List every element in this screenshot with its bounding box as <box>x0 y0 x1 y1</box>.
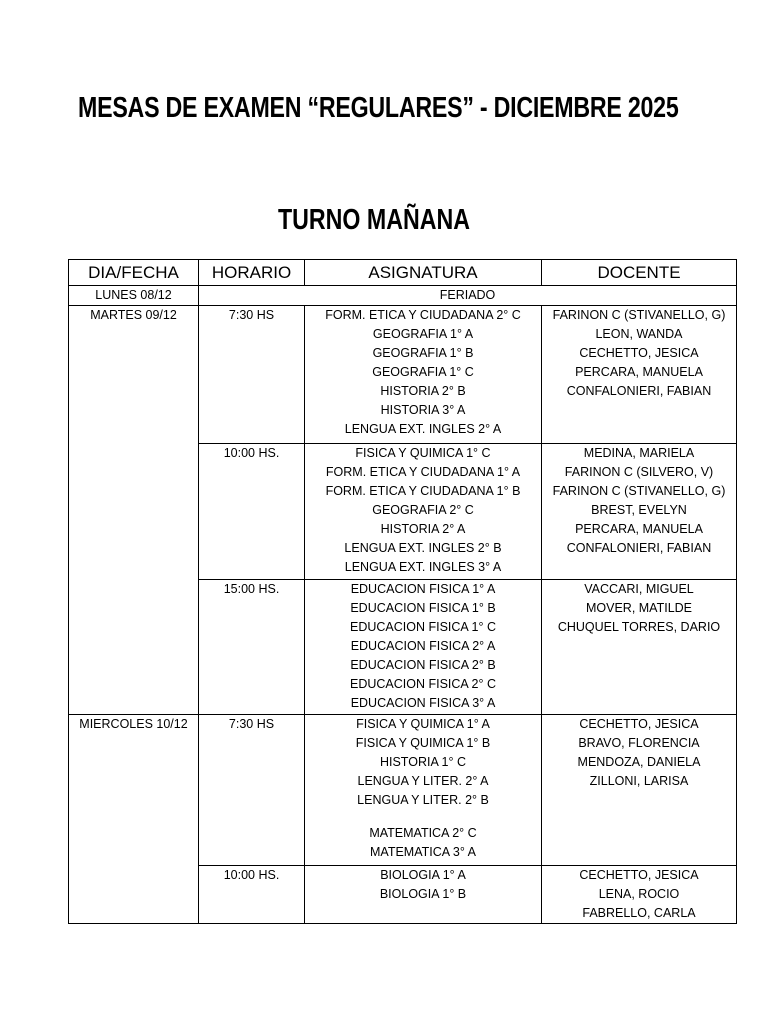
teacher-line: CECHETTO, JESICA <box>579 717 699 731</box>
header-time: HORARIO <box>199 260 305 286</box>
exam-schedule-table <box>68 259 737 924</box>
shift-title: TURNO MAÑANA <box>278 204 471 236</box>
subject-line: GEOGRAFIA 1° C <box>372 365 474 379</box>
subject-line: FISICA Y QUIMICA 1° A <box>356 717 490 731</box>
subject-line: EDUCACION FISICA 2° C <box>350 677 496 691</box>
subject-line: GEOGRAFIA 1° B <box>372 346 474 360</box>
time-cell: 10:00 HS. <box>199 444 305 580</box>
teacher-line: BRAVO, FLORENCIA <box>578 736 700 750</box>
teacher-line: FARINON C (STIVANELLO, G) <box>552 484 726 498</box>
teacher-line: LENA, ROCIO <box>598 887 680 901</box>
subjects-cell <box>305 444 542 580</box>
subject-line: EDUCACION FISICA 2° B <box>350 658 496 672</box>
subject-line: EDUCACION FISICA 2° A <box>350 639 496 653</box>
schedule-body <box>69 286 737 924</box>
subject-line: LENGUA Y LITER. 2° A <box>357 774 489 788</box>
time-cell: 15:00 HS. <box>199 580 305 715</box>
holiday-day: LUNES 08/12 <box>69 286 199 306</box>
subject-line: LENGUA EXT. INGLES 2° A <box>344 422 502 436</box>
subject-line: EDUCACION FISICA 1° C <box>350 620 496 634</box>
subject-line: FORM. ETICA Y CIUDADANA 1° A <box>325 465 521 479</box>
subject-line: LENGUA EXT. INGLES 2° B <box>344 541 502 555</box>
subject-line: FISICA Y QUIMICA 1° C <box>355 446 491 460</box>
subjects-cell <box>305 715 542 866</box>
teacher-line: VACCARI, MIGUEL <box>584 582 694 596</box>
header-subject: ASIGNATURA <box>305 260 542 286</box>
teacher-line: PERCARA, MANUELA <box>575 522 703 536</box>
teacher-line: CONFALONIERI, FABIAN <box>566 384 712 398</box>
header-teacher: DOCENTE <box>542 260 737 286</box>
teachers-cell <box>542 580 737 715</box>
time-cell: 7:30 HS <box>199 715 305 866</box>
teacher-line: LEON, WANDA <box>595 327 683 341</box>
subject-line: HISTORIA 2° B <box>380 384 466 398</box>
subject-line: FORM. ETICA Y CIUDADANA 1° B <box>325 484 521 498</box>
teacher-line: FARINON C (SILVERO, V) <box>564 465 714 479</box>
subject-line: MATEMATICA 3° A <box>370 845 476 859</box>
subject-line: EDUCACION FISICA 1° B <box>350 601 496 615</box>
subject-line: BIOLOGIA 1° A <box>380 868 466 882</box>
subject-line: GEOGRAFIA 2° C <box>372 503 474 517</box>
schedule-row <box>69 306 737 444</box>
subjects-cell <box>305 306 542 444</box>
subject-line: GEOGRAFIA 1° A <box>372 327 474 341</box>
subject-gap <box>305 810 541 824</box>
teacher-line: FABRELLO, CARLA <box>582 906 696 920</box>
teacher-line: CECHETTO, JESICA <box>579 868 699 882</box>
time-cell: 7:30 HS <box>199 306 305 444</box>
subject-line: LENGUA EXT. INGLES 3° A <box>344 560 502 574</box>
teachers-cell <box>542 715 737 866</box>
teacher-line: ZILLONI, LARISA <box>589 774 689 788</box>
teacher-line: CECHETTO, JESICA <box>579 346 699 360</box>
teacher-line: CHUQUEL TORRES, DARIO <box>557 620 721 634</box>
subject-line: BIOLOGIA 1° B <box>379 887 467 901</box>
subject-line: FISICA Y QUIMICA 1° B <box>355 736 491 750</box>
document-title: MESAS DE EXAMEN “REGULARES” - DICIEMBRE 2025 <box>78 92 679 124</box>
holiday-note: FERIADO <box>199 286 737 306</box>
time-cell: 10:00 HS. <box>199 866 305 924</box>
subject-line: HISTORIA 1° C <box>379 755 467 769</box>
subject-line: HISTORIA 3° A <box>380 403 466 417</box>
subject-line: EDUCACION FISICA 1° A <box>350 582 496 596</box>
teacher-line: CONFALONIERI, FABIAN <box>566 541 712 555</box>
subjects-cell <box>305 866 542 924</box>
day-cell: MIERCOLES 10/12 <box>69 715 199 924</box>
subject-line: FORM. ETICA Y CIUDADANA 2° C <box>325 308 521 322</box>
teacher-line: MOVER, MATILDE <box>585 601 693 615</box>
schedule-row <box>69 715 737 866</box>
teachers-cell <box>542 866 737 924</box>
teacher-line: FARINON C (STIVANELLO, G) <box>552 308 726 322</box>
subjects-cell <box>305 580 542 715</box>
subject-line: MATEMATICA 2° C <box>369 826 477 840</box>
teacher-line: MEDINA, MARIELA <box>583 446 695 460</box>
teachers-cell <box>542 306 737 444</box>
header-day: DIA/FECHA <box>69 260 199 286</box>
teacher-line: PERCARA, MANUELA <box>575 365 703 379</box>
teacher-line: BREST, EVELYN <box>591 503 687 517</box>
subject-line: LENGUA Y LITER. 2° B <box>357 793 489 807</box>
teacher-line: MENDOZA, DANIELA <box>577 755 701 769</box>
holiday-row <box>69 286 737 306</box>
subject-line: EDUCACION FISICA 3° A <box>350 696 496 710</box>
teachers-cell <box>542 444 737 580</box>
day-cell: MARTES 09/12 <box>69 306 199 715</box>
header-row <box>69 260 737 286</box>
subject-line: HISTORIA 2° A <box>380 522 466 536</box>
